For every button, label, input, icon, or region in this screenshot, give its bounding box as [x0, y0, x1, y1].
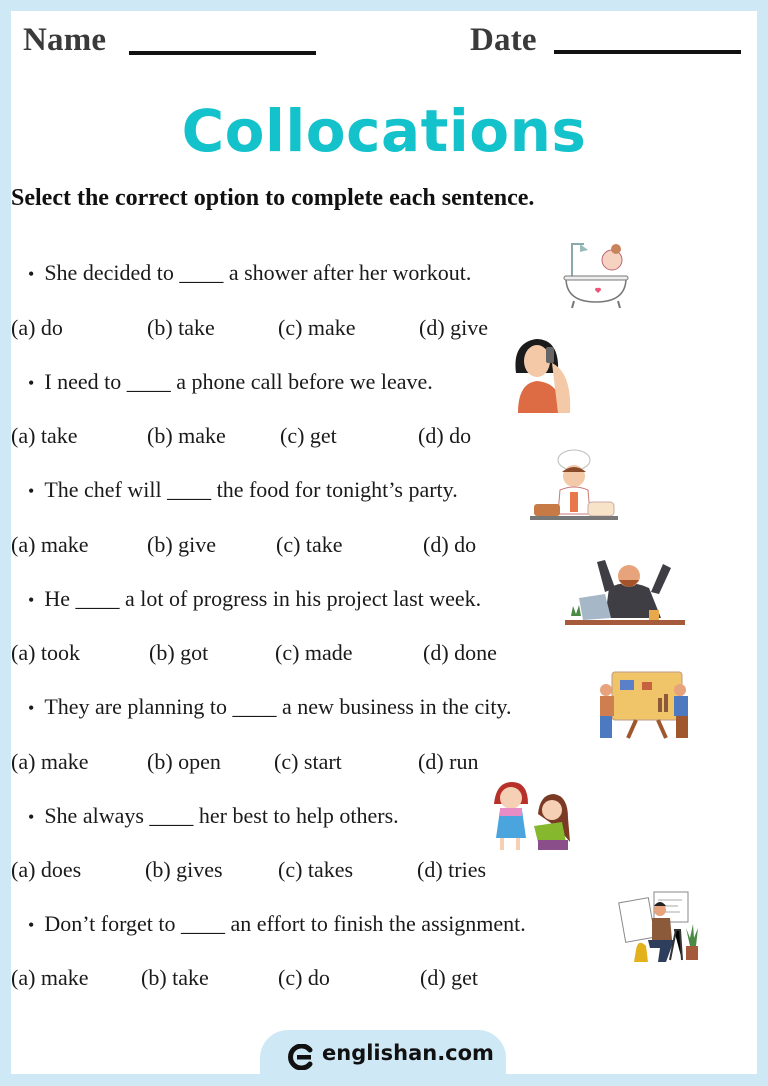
page-title: Collocations [181, 97, 587, 165]
option-b[interactable]: (b) make [147, 423, 226, 448]
name-blank-line[interactable] [129, 51, 316, 55]
option-a[interactable]: (a) make [11, 749, 89, 774]
question-1 [28, 260, 471, 286]
option-c[interactable]: (c) made [275, 640, 353, 665]
man-celebrating-at-laptop-icon [565, 558, 685, 628]
option-d[interactable]: (d) do [423, 532, 477, 557]
option-a[interactable]: (a) make [11, 532, 89, 557]
option-d[interactable]: (d) run [418, 749, 479, 774]
bullet-icon: • [28, 373, 35, 393]
question-sentence: She decided to ____ a shower after her workout. [44, 260, 472, 285]
date-blank-line[interactable] [554, 50, 741, 54]
option-a[interactable]: (a) do [11, 315, 63, 340]
option-c[interactable]: (c) do [278, 965, 330, 990]
question-sentence: Don’t forget to ____ an effort to finish the assignment. [44, 911, 526, 936]
option-a[interactable]: (a) does [11, 857, 82, 882]
girls-helping-each-other-icon [488, 778, 576, 854]
chef-with-cakes-icon [530, 448, 620, 524]
option-c[interactable]: (c) make [278, 315, 356, 340]
question-sentence: I need to ____ a phone call before we leave. [44, 369, 433, 394]
option-d[interactable]: (d) give [419, 315, 489, 340]
question-2 [28, 369, 433, 395]
bullet-icon: • [28, 915, 35, 935]
date-label: Date [470, 22, 537, 58]
name-label: Name [23, 22, 107, 58]
option-b[interactable]: (b) got [149, 640, 209, 665]
option-d[interactable]: (d) tries [417, 857, 487, 882]
footer-badge[interactable] [260, 1030, 506, 1086]
question-3 [28, 477, 458, 503]
question-sentence: He ____ a lot of progress in his project last week. [44, 586, 482, 611]
student-doing-assignment-icon [618, 890, 702, 966]
option-d[interactable]: (d) get [420, 965, 479, 990]
option-b[interactable]: (b) give [147, 532, 217, 557]
option-b[interactable]: (b) open [147, 749, 221, 774]
option-a[interactable]: (a) take [11, 423, 78, 448]
bullet-icon: • [28, 698, 35, 718]
option-c[interactable]: (c) start [274, 749, 342, 774]
question-4 [28, 586, 481, 612]
bullet-icon: • [28, 807, 35, 827]
business-planning-board-icon [596, 668, 696, 740]
option-b[interactable]: (b) take [141, 965, 209, 990]
woman-on-phone-icon [506, 333, 578, 413]
option-a[interactable]: (a) took [11, 640, 81, 665]
question-6 [28, 803, 399, 829]
question-sentence: The chef will ____ the food for tonight’s party. [44, 477, 458, 502]
option-d[interactable]: (d) do [418, 423, 472, 448]
question-sentence: They are planning to ____ a new business in the city. [44, 694, 512, 719]
option-c[interactable]: (c) take [276, 532, 343, 557]
option-c[interactable]: (c) takes [278, 857, 354, 882]
bullet-icon: • [28, 481, 35, 501]
question-sentence: She always ____ her best to help others. [44, 803, 399, 828]
option-c[interactable]: (c) get [280, 423, 337, 448]
question-5 [28, 694, 512, 720]
option-d[interactable]: (d) done [423, 640, 497, 665]
option-b[interactable]: (b) gives [145, 857, 223, 882]
englishan-logo-icon [288, 1044, 314, 1070]
girl-in-bathtub-shower-icon [562, 238, 632, 310]
bullet-icon: • [28, 590, 35, 610]
bullet-icon: • [28, 264, 35, 284]
footer-site-link[interactable]: englishan.com [322, 1041, 494, 1065]
option-b[interactable]: (b) take [147, 315, 215, 340]
instructions: Select the correct option to complete each sentence. [11, 185, 535, 211]
option-a[interactable]: (a) make [11, 965, 89, 990]
question-7 [28, 911, 526, 937]
